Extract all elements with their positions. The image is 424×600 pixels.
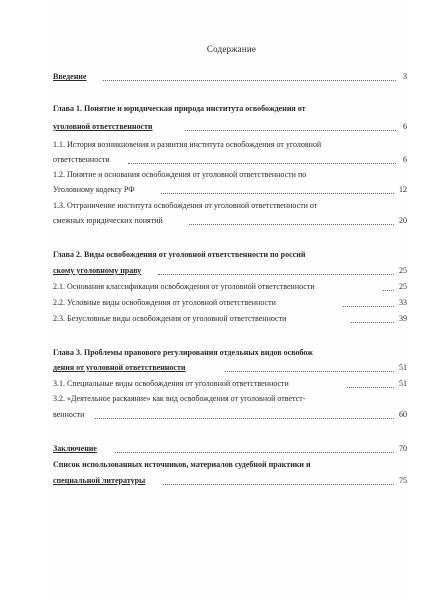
toc-item-2-2: 2.2. Условные виды освобождения от уголовной ответственности <box>53 298 276 307</box>
toc-item-2-1-page: 25 <box>399 282 407 291</box>
chapter2-heading-line1: Глава 2. Виды освобождения от уголовной ответственности по россий <box>53 250 306 259</box>
toc-item-1-1-line1: 1.1. История возникновения и развития института освобождения от уголовной <box>53 140 322 149</box>
dot-leader <box>343 306 394 307</box>
dot-leader <box>189 224 394 225</box>
dot-leader <box>95 418 394 419</box>
dot-leader <box>347 387 394 388</box>
dot-leader <box>103 80 396 81</box>
toc-item-2-3-page: 39 <box>399 314 407 323</box>
chapter1-heading-line2: уголовной ответственности <box>53 122 153 131</box>
toc-item-1-3-page: 20 <box>399 216 407 225</box>
dot-leader <box>351 322 394 323</box>
toc-conclusion-page: 70 <box>399 444 407 453</box>
toc-item-1-3-line2: смежных юридических понятий <box>53 216 163 225</box>
toc-item-1-2-page: 12 <box>399 185 407 194</box>
chapter1-heading-line1: Глава 1. Понятие и юридическая природа института освобождения от <box>53 104 306 113</box>
chapter3-heading-line2: дения от уголовной ответственности <box>53 363 186 372</box>
toc-item-3-1-page: 51 <box>399 379 407 388</box>
toc-item-2-2-page: 33 <box>399 298 407 307</box>
toc-item-1-2-line2: Уголовному кодексу РФ <box>53 185 135 194</box>
toc-item-3-2-line1: 3.2. «Деятельное раскаяние» как вид освобождения от уголовной ответст- <box>53 394 306 403</box>
dot-leader <box>161 193 394 194</box>
toc-item-3-2-line2: венности <box>53 410 85 419</box>
chapter1-heading-page: 6 <box>403 122 407 131</box>
toc-item-1-3-line1: 1.3. Отграничение института освобождения от уголовной ответственности от <box>53 201 318 210</box>
toc-item-3-1: 3.1. Специальные виды освобождения от уголовной ответственности <box>53 379 289 388</box>
toc-item-2-1: 2.1. Основания классификации освобождения от уголовной ответственности <box>53 282 315 291</box>
dot-leader <box>115 452 394 453</box>
toc-title: Содержание <box>206 44 257 54</box>
toc-intro-page: 3 <box>403 72 407 81</box>
toc-sources-line2: специальной литературы <box>53 476 146 485</box>
dot-leader <box>163 484 394 485</box>
dot-leader <box>128 163 396 164</box>
dot-leader <box>383 290 394 291</box>
chapter2-heading-line2: скому уголовному праву <box>53 266 142 275</box>
toc-conclusion-label: Заключение <box>53 444 97 453</box>
toc-item-1-1-line2: ответственности <box>53 155 110 164</box>
dot-leader <box>158 274 394 275</box>
toc-intro-label: Введение <box>53 72 87 81</box>
toc-item-2-3: 2.3. Безусловные виды освобождения от уголовной ответственности <box>53 314 287 323</box>
toc-item-1-1-page: 6 <box>403 155 407 164</box>
dot-leader <box>185 130 396 131</box>
document-page <box>53 0 410 600</box>
toc-sources-page: 75 <box>399 476 407 485</box>
dot-leader <box>225 371 394 372</box>
toc-sources-line1: Список использованных источников, материалов судебной практики и <box>53 460 311 469</box>
toc-item-3-2-page: 60 <box>399 410 407 419</box>
chapter3-heading-page: 51 <box>399 363 407 372</box>
chapter3-heading-line1: Глава 3. Проблемы правового регулирования отдельных видов освобож <box>53 348 313 357</box>
chapter2-heading-page: 25 <box>399 266 407 275</box>
toc-item-1-2-line1: 1.2. Понятие и основания освобождения от уголовной ответственности по <box>53 170 307 179</box>
